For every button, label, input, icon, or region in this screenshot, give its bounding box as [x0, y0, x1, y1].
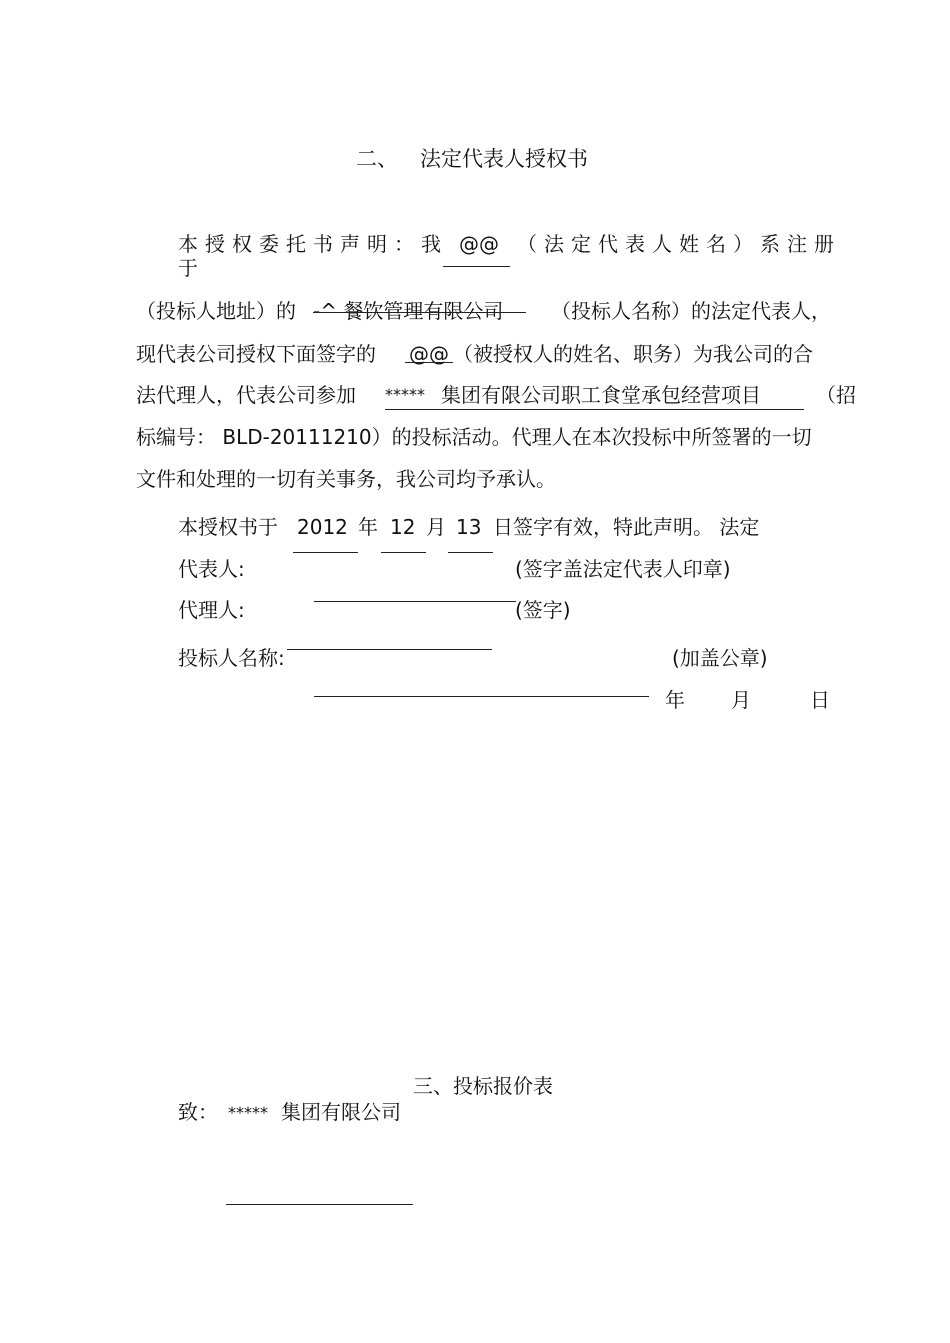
- bidder-signature-line: [287, 649, 492, 650]
- addressee-stars: *****: [228, 1103, 268, 1122]
- validity-day: 13: [456, 515, 482, 539]
- paragraph-line-5: 标编号： BLD-20111210）的投标活动。代理人在本次投标中所签署的一切: [136, 425, 812, 449]
- validity-year: 2012: [297, 515, 348, 539]
- validity-month-label: 月: [426, 515, 446, 539]
- paragraph-line-1-end: （法定代表人姓名）系注册: [517, 232, 841, 256]
- section-3-title: 三、投标报价表: [413, 1074, 553, 1098]
- agent-signature-line: [314, 601, 516, 602]
- agent-name-underline: [405, 362, 453, 363]
- representative-note: (签字盖法定代表人印章): [515, 557, 731, 581]
- paragraph-line-3-prefix: 现代表公司授权下面签字的: [136, 342, 376, 366]
- bidder-name-underline: [313, 312, 526, 313]
- addressee-name: 集团有限公司: [281, 1100, 401, 1124]
- paragraph-line-3-suffix: （被授权人的姓名、职务）为我公司的合: [453, 342, 813, 366]
- month-underline: [381, 552, 426, 553]
- bidder-company-name: -^ 餐饮管理有限公司: [313, 299, 504, 323]
- validity-year-label: 年: [358, 515, 378, 539]
- addressee-label: 致：: [178, 1100, 218, 1124]
- representative-label: 代表人:: [178, 557, 245, 581]
- name-underline: [443, 266, 510, 267]
- validity-month: 12: [390, 515, 416, 539]
- addressee-underline: [226, 1204, 413, 1205]
- agent-label: 代理人:: [178, 598, 245, 622]
- agent-note: (签字): [515, 598, 571, 622]
- validity-prefix: 本授权书于: [178, 515, 278, 539]
- paragraph-line-2-prefix: （投标人地址）的: [136, 299, 296, 323]
- date-line: [314, 696, 649, 697]
- paragraph-yu: 于: [178, 256, 198, 280]
- validity-suffix: 日签字有效，特此声明。 法定: [493, 515, 760, 539]
- paragraph-line-2-suffix: （投标人名称）的法定代表人，: [551, 299, 831, 323]
- legal-representative-name: @@: [459, 232, 499, 256]
- bidder-label: 投标人名称:: [178, 646, 285, 670]
- day-underline: [448, 552, 493, 553]
- project-name: 集团有限公司职工食堂承包经营项目: [441, 383, 761, 407]
- paragraph-line-4-suffix: （招: [816, 383, 856, 407]
- paragraph-line-6: 文件和处理的一切有关事务，我公司均予承认。: [136, 467, 556, 491]
- project-name-underline: [385, 409, 804, 410]
- date-month-label: 月: [731, 688, 751, 712]
- year-underline: [293, 552, 358, 553]
- project-stars: *****: [385, 385, 425, 404]
- agent-name: @@: [409, 342, 449, 366]
- paragraph-line-1: 本授权委托书声明：我: [178, 232, 448, 256]
- date-day-label: 日: [810, 688, 830, 712]
- date-year-label: 年: [665, 688, 685, 712]
- section-2-number: 二、: [356, 147, 398, 171]
- paragraph-line-4-prefix: 法代理人，代表公司参加: [136, 383, 356, 407]
- bidder-note: (加盖公章): [672, 646, 768, 670]
- section-2-title: 法定代表人授权书: [420, 147, 588, 171]
